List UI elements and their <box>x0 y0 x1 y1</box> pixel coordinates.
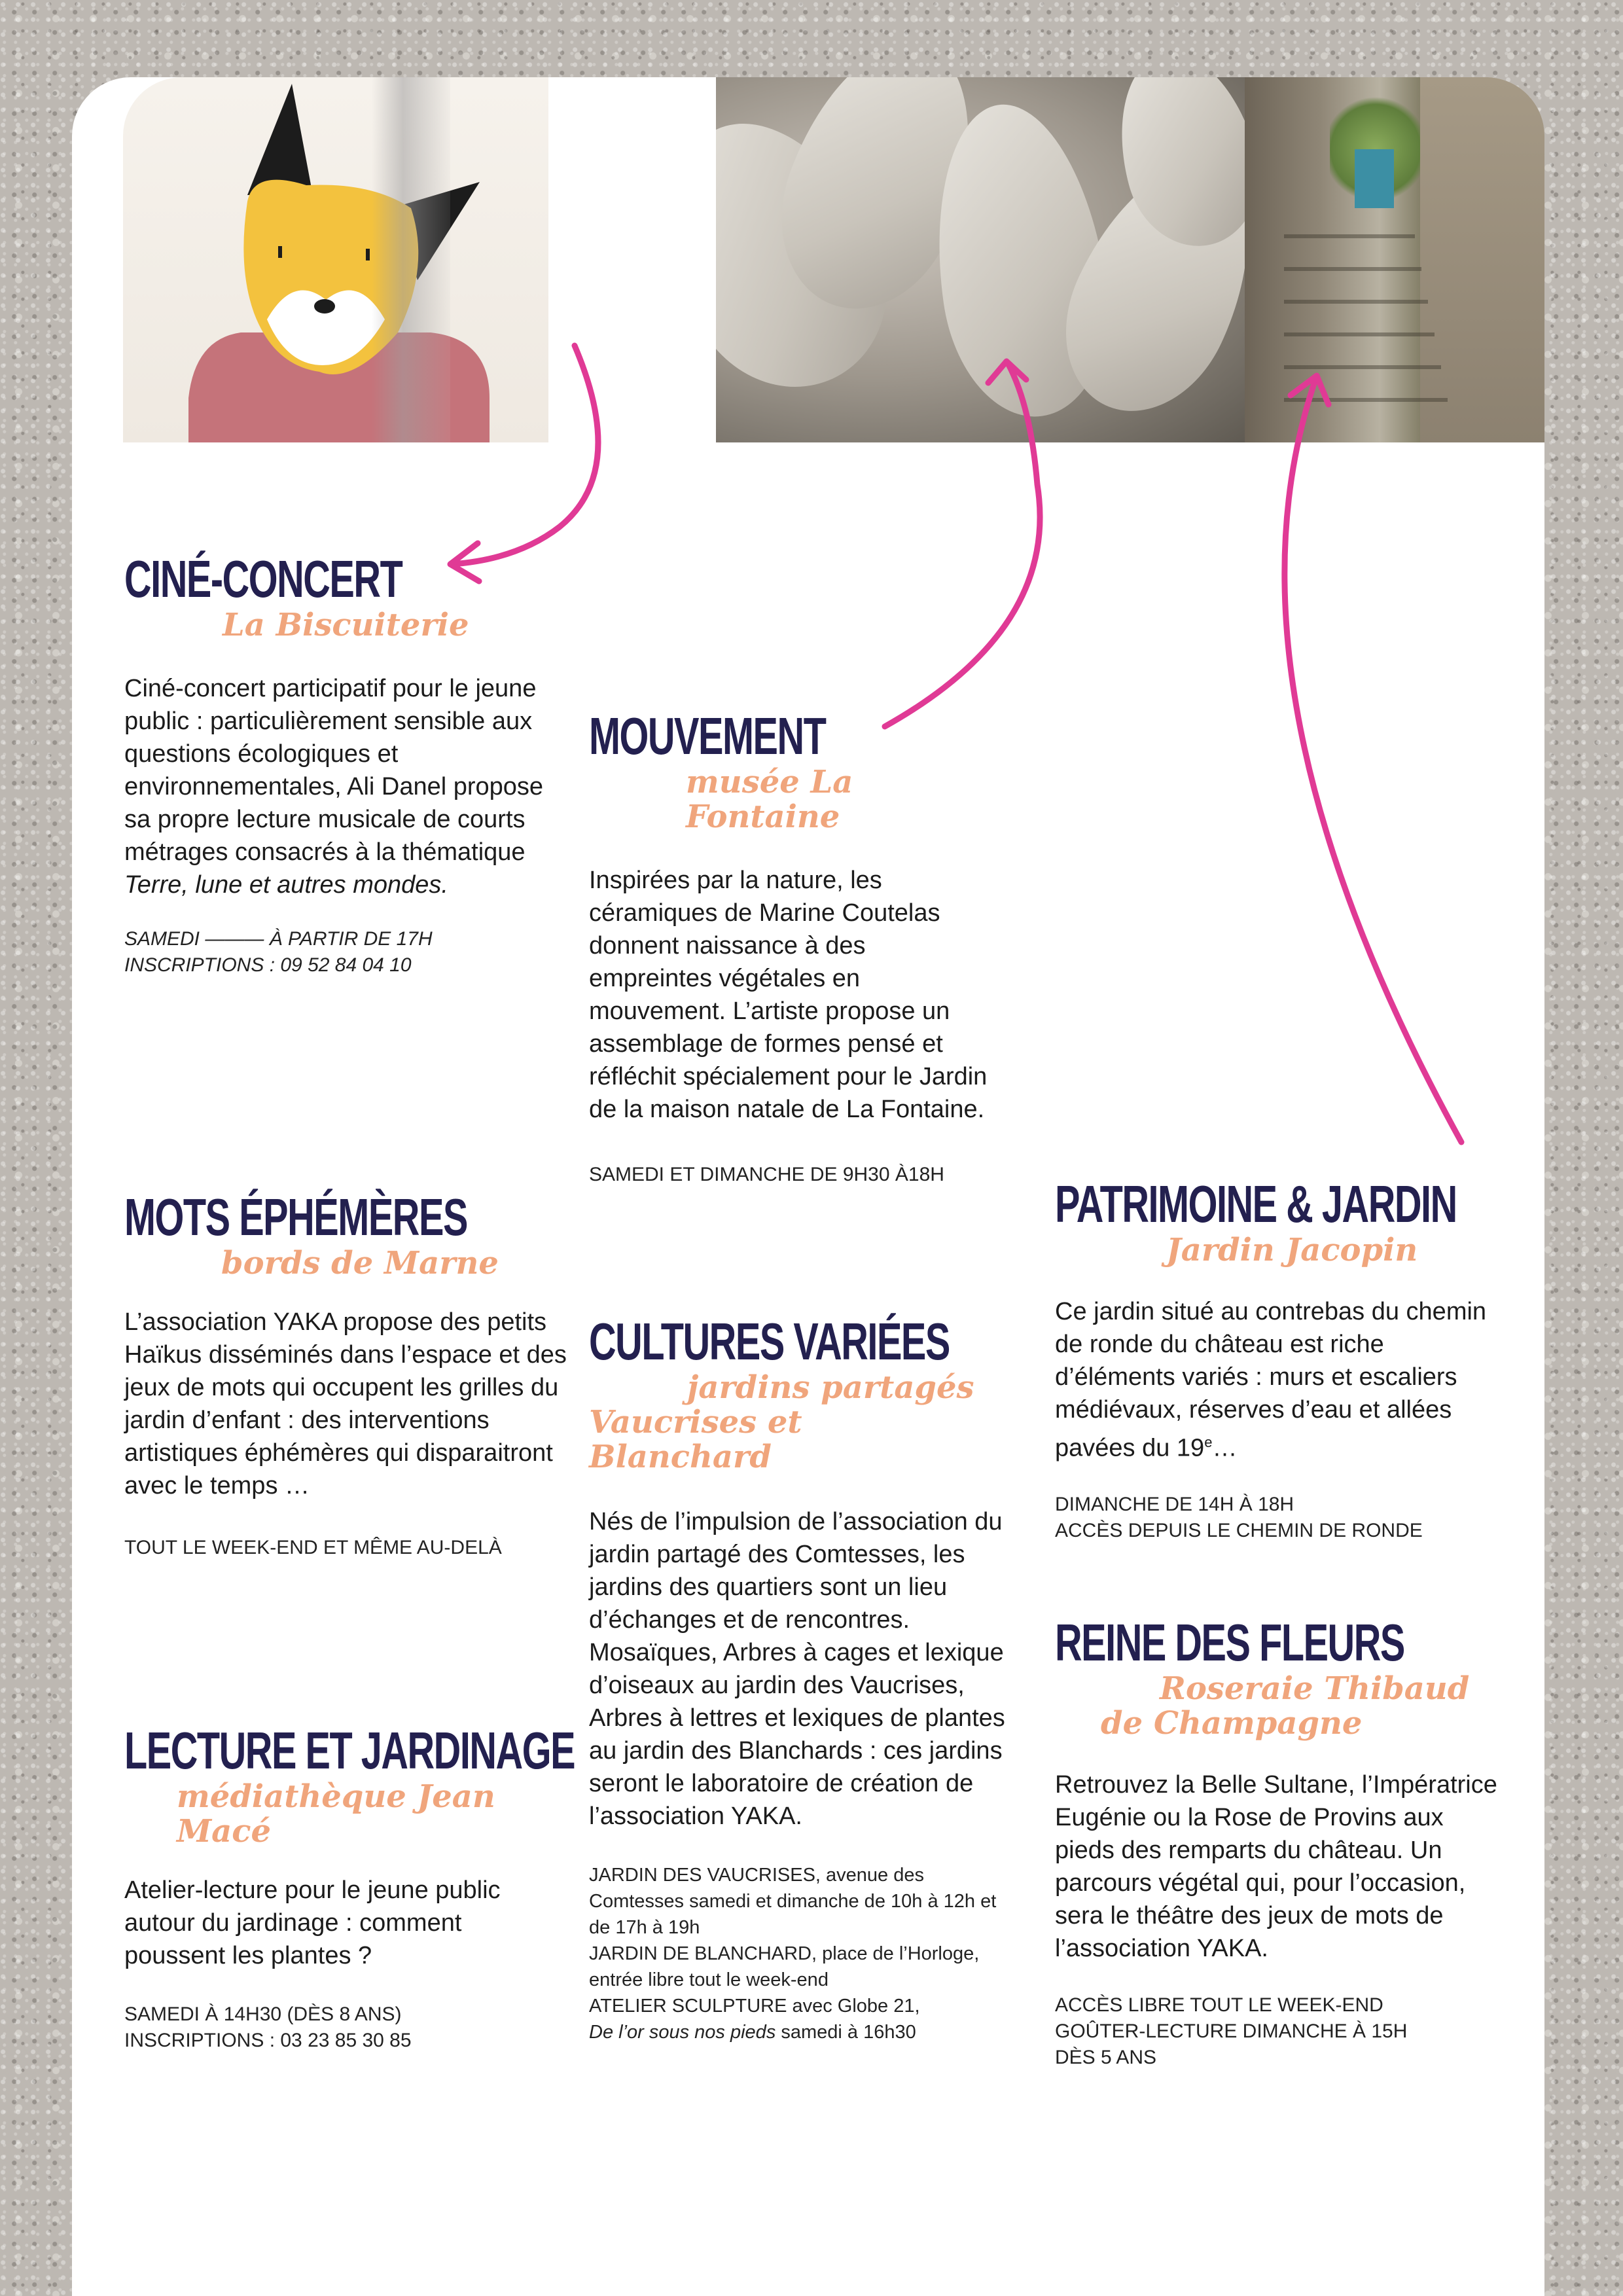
patrimoine-body-text: Ce jardin situé au contrebas du chemin de ronde du château est riche d’éléments variés : murs et escaliers médiévaux, réserves d’eau et allées pavées du 19 <box>1055 1297 1487 1462</box>
mots-subtitle: bords de Marne <box>221 1245 499 1282</box>
medieval-stairs-photo <box>1245 77 1544 442</box>
cultures-subtitle-2: Vaucrises et <box>589 1403 802 1441</box>
cine-registration: INSCRIPTIONS : 09 52 84 04 10 <box>124 954 412 976</box>
lecture-subtitle: médiathèque Jean Macé <box>177 1778 495 1850</box>
mouvement-title: MOUVEMENT <box>589 707 826 765</box>
patrimoine-superscript: e <box>1204 1433 1213 1450</box>
mouvement-schedule: SAMEDI ET DIMANCHE DE 9H30 À18H <box>589 1163 944 1185</box>
atelier-schedule: samedi à 16h30 <box>776 2022 916 2043</box>
cine-schedule: SAMEDI ——— À PARTIR DE 17H <box>124 927 433 950</box>
fox-illustration <box>123 77 548 442</box>
cultures-subtitle-3: Blanchard <box>589 1438 772 1475</box>
vaucrises-label: JARDIN DES VAUCRISES <box>589 1865 815 1886</box>
lecture-registration: INSCRIPTIONS : 03 23 85 30 85 <box>124 2029 412 2051</box>
atelier-title: De l’or sous nos pieds <box>589 2022 776 2043</box>
vaucrises-details: , avenue des Comtesses samedi et dimanche de 10h à 12h et de 17h à 19h <box>589 1865 997 1939</box>
cultures-body: Nés de l’impulsion de l’association du jardin partagé des Comtesses, les jardins des quartiers sont un lieu d’échanges et de rencontres. Mosaïques, Arbres à cages et lexique d’oiseaux au jardin des Vaucrises, Arbres à lettres et lexiques de plantes au jardin des Blanchards : ces jardins seront le laboratoire de création de l’association YAKA. <box>589 1508 1005 1831</box>
cultures-title: CULTURES VARIÉES <box>589 1312 950 1371</box>
atelier-label: ATELIER SCULPTURE <box>589 1996 787 2017</box>
patrimoine-access: ACCÈS DEPUIS LE CHEMIN DE RONDE <box>1055 1520 1423 1542</box>
cine-concert-section <box>124 550 556 978</box>
cine-body-text: Ciné-concert participatif pour le jeune public : particulièrement sensible aux questions écologiques et environnementales, Ali Danel propose sa propre lecture musicale de courts métrages consacrés à la thématique <box>124 674 544 866</box>
ceramic-leaves-photo <box>716 77 1245 442</box>
reine-gouter: GOÛTER-LECTURE DIMANCHE À 15H <box>1055 2020 1408 2042</box>
blanchard-label: JARDIN DE BLANCHARD <box>589 1943 812 1965</box>
stone-wall <box>1420 77 1544 442</box>
mots-title: MOTS ÉPHÉMÈRES <box>124 1188 467 1246</box>
reine-access: ACCÈS LIBRE TOUT LE WEEK-END <box>1055 1994 1383 2016</box>
blue-door <box>1355 149 1394 208</box>
cine-body <box>124 672 556 901</box>
patrimoine-body <box>1055 1295 1500 1465</box>
lecture-jardinage-section <box>124 1721 575 2054</box>
cultures-info <box>589 1862 1021 2045</box>
patrimoine-jardin-section <box>1055 1175 1500 1544</box>
patrimoine-schedule: DIMANCHE DE 14H À 18H <box>1055 1494 1294 1516</box>
lecture-schedule: SAMEDI À 14H30 (DÈS 8 ANS) <box>124 2003 402 2025</box>
cultures-variees-section <box>589 1312 1021 2045</box>
mouvement-body: Inspirées par la nature, les céramiques de Marine Coutelas donnent naissance à des empreintes végétales en mouvement. L’artiste propose un assemblage de formes pensé et réfléchit spécialement pour le Jardin de la maison natale de La Fontaine. <box>589 866 988 1123</box>
blanchard-details: , place de l’Horloge, entrée libre tout le week-end <box>589 1943 980 1991</box>
patrimoine-subtitle: Jardin Jacopin <box>1166 1232 1418 1268</box>
reine-title: REINE DES FLEURS <box>1055 1613 1404 1672</box>
atelier-details: avec Globe 21, <box>787 1996 920 2017</box>
mots-ephemeres-section <box>124 1188 569 1561</box>
fox-character-icon <box>123 77 548 442</box>
cultures-subtitle-1: jardins partagés <box>687 1369 974 1406</box>
lecture-body: Atelier-lecture pour le jeune public autour du jardinage : comment poussent les plantes ? <box>124 1876 501 1969</box>
mouvement-subtitle: musée La Fontaine <box>686 764 853 835</box>
reine-age: DÈS 5 ANS <box>1055 2046 1157 2068</box>
lecture-title: LECTURE ET JARDINAGE <box>124 1721 575 1780</box>
cine-body-italic: Terre, lune et autres mondes. <box>124 870 448 899</box>
patrimoine-ellipsis: … <box>1212 1434 1238 1462</box>
reine-body: Retrouvez la Belle Sultane, l’Impératrice Eugénie ou la Rose de Provins aux pieds des remparts du château. Un parcours végétal qui, pour l’occasion, sera le théâtre des jeux de mots de l’association YAKA. <box>1055 1770 1497 1962</box>
patrimoine-title: PATRIMOINE & JARDIN <box>1055 1175 1457 1233</box>
cine-subtitle: La Biscuiterie <box>223 607 469 643</box>
gray-smear <box>372 77 450 442</box>
cine-title: CINÉ-CONCERT <box>124 550 402 608</box>
reine-des-fleurs-section <box>1055 1613 1500 2071</box>
mouvement-section <box>589 707 995 1188</box>
mots-body: L’association YAKA propose des petits Haïkus disséminés dans l’espace et des jeux de mots qui occupent les grilles du jardin d’enfant : des interventions artistiques éphémères qui disparaitront avec le temps … <box>124 1308 567 1499</box>
mots-schedule: TOUT LE WEEK-END ET MÊME AU-DELÀ <box>124 1536 502 1558</box>
reine-subtitle-1: Roseraie Thibaud <box>1160 1670 1470 1707</box>
reine-subtitle-2: de Champagne <box>1101 1704 1363 1742</box>
